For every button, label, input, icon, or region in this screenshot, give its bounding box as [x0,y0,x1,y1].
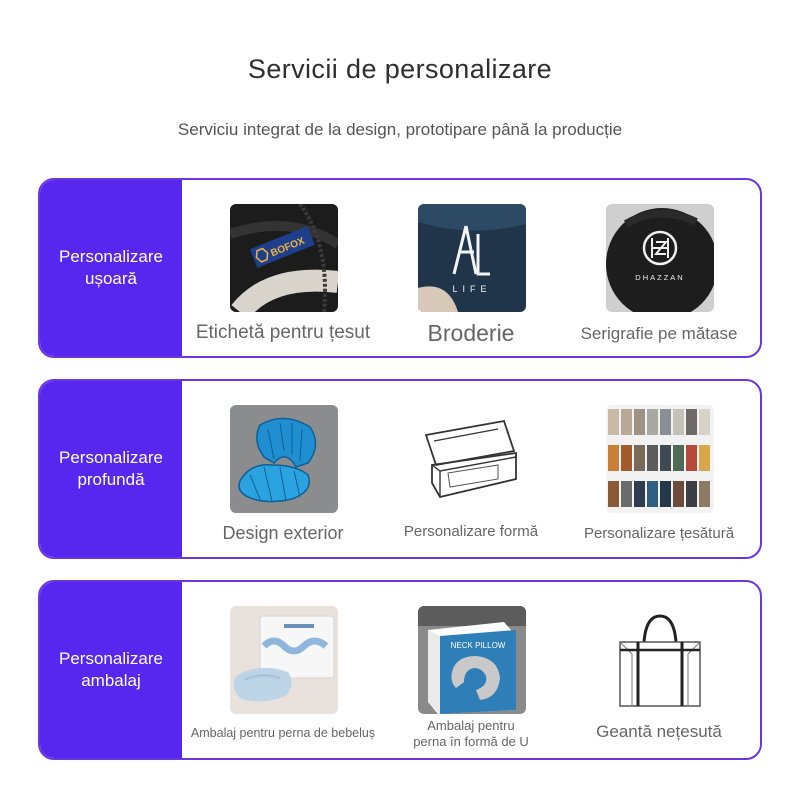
item-caption: Ambalaj pentru perna de bebeluș [190,726,376,740]
item-u-pillow-packaging [376,582,566,758]
section-packaging-customization [38,580,762,760]
section-label: Personalizare ușoară [59,247,163,288]
item-embroidery [376,180,566,356]
page-subtitle: Serviciu integrat de la design, prototipare până la producție [177,120,623,139]
section-deep-customization [38,379,762,559]
silk-print-photo-icon [606,204,714,312]
item-caption: Geantă nețesută [596,722,722,741]
nonwoven-bag-icon [606,606,714,714]
item-caption: Serigrafie pe mătase [580,324,738,343]
section-label: Personalizare ambalaj [59,649,163,690]
silk-print-logo-text: DHAZZAN [635,273,685,282]
baby-pillow-box-icon [230,606,338,714]
item-woven-label [188,180,378,356]
item-exterior-design [188,381,378,557]
woven-label-photo-icon [230,204,338,312]
item-caption: Etichetă pentru țesut [195,322,371,343]
item-shape-customization [376,381,566,557]
item-caption: Design exterior [222,523,344,543]
mold-box-icon [418,405,526,513]
section-label-panel [40,381,182,557]
item-nonwoven-bag [564,582,754,758]
cushion-3d-icon [230,405,338,513]
neck-pillow-box-text: NECK PILLOW [450,641,506,650]
embroidery-photo-icon [418,204,526,312]
section-label-panel [40,582,182,758]
embroidery-logo-text: LIFE [452,284,492,294]
page-title: Servicii de personalizare [247,54,553,84]
woven-label-logo-text: BOFOX [269,235,307,260]
item-caption: Personalizare formă [403,523,539,540]
section-label: Personalizare profundă [59,448,163,489]
section-label-panel [40,180,182,356]
item-caption: Broderie [427,320,515,346]
neck-pillow-box-icon [418,606,526,714]
item-baby-pillow-packaging [188,582,378,758]
item-silk-print [564,180,754,356]
item-fabric-customization [564,381,754,557]
fabric-swatch-icon [606,405,714,513]
item-caption: Ambalaj pentru perna în formă de U [413,718,529,749]
section-light-customization [38,178,762,358]
item-caption: Personalizare țesătură [583,525,735,542]
